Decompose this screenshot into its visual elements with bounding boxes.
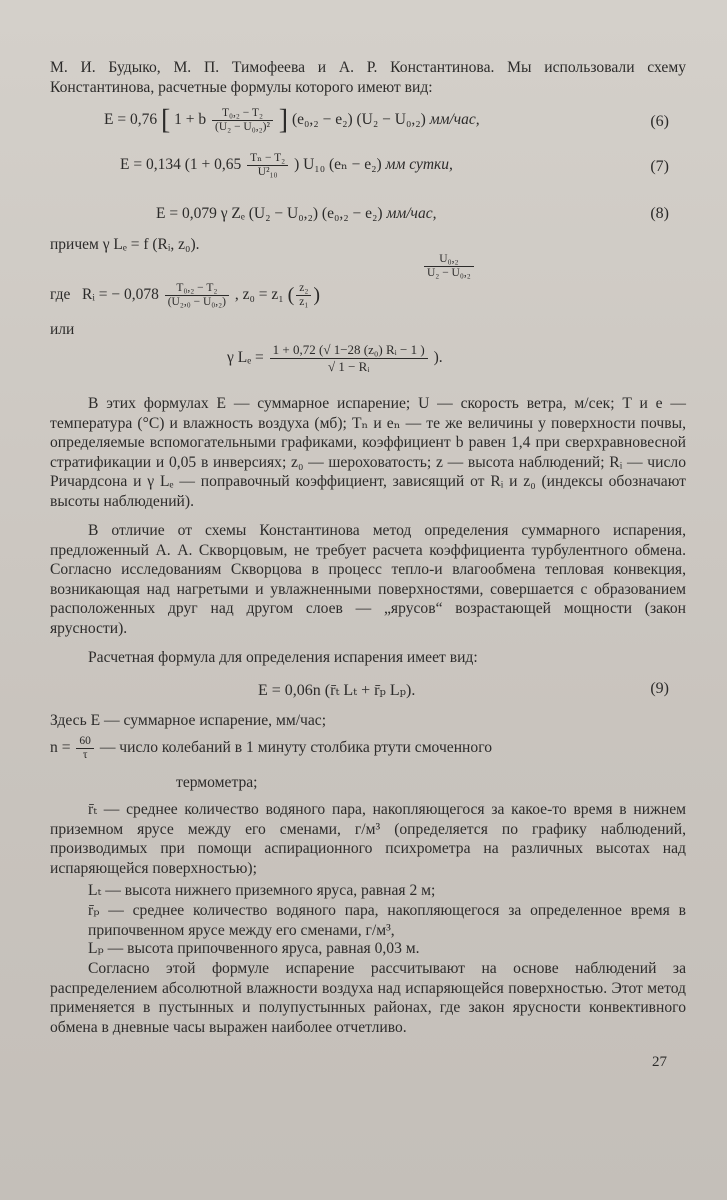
eq9-number: (9): [650, 680, 669, 697]
eq6-rest: (e₀,₂ − e₂) (U₂ − U₀,₂): [291, 111, 426, 129]
eq6-number: (6): [650, 113, 669, 130]
equation-6: [104, 104, 480, 136]
eq6-unit: мм/час,: [429, 111, 480, 129]
eq7-left: E = 0,134: [120, 156, 181, 174]
paragraph-skvortsov: В отличие от схемы Константинова метод определения суммарного испарения, предложенный А. А. Скворцовым, не требует расчета коэффициента турбулентного обмена. Согласно исследованиям Скворцова в процесс тепло-и влагообмена тепловая конвекция, возникающая над нагретыми и увлажненными поверхностями, совершается с образованием расположенных друг над другом слоев — „ярусов“ возрастающей мощности (закон ярусности).: [50, 522, 686, 637]
eq8-unit: мм/час,: [386, 205, 437, 222]
ri-where-label: где: [50, 286, 71, 304]
or-label: или: [50, 321, 75, 338]
intro-paragraph: М. И. Будыко, М. П. Тимофеева и А. Р. Константинова. Мы использовали схему Константинова, расчетные формулы которого имеют вид:: [50, 59, 686, 96]
eq6-bracket-open: [: [160, 104, 171, 136]
gamma-formula: [227, 342, 443, 375]
paragraph-formula-intro: Расчетная формула для определения испарения имеет вид:: [88, 649, 478, 666]
z-ratio-fraction: [296, 282, 311, 309]
eq7-unit: мм сутки,: [385, 156, 453, 174]
rp-definition: r̄ₚ — среднее количество водяного пара, накопляющегося за определенное время в припочвенном ярусе между его сменами, г/м³,: [88, 902, 686, 939]
n-description: — число колебаний в 1 минуту столбика ртути смоченного: [99, 739, 493, 757]
eq7-denominator: U²₁₀: [257, 166, 278, 178]
ri-fraction: [165, 282, 229, 309]
exponent-fraction: [424, 253, 474, 280]
eq6-bracket-close: ]: [278, 104, 289, 136]
lp-definition: Lₚ — высота припочвенного яруса, равная 0,03 м.: [88, 940, 420, 957]
richardson-formula: где Rᵢ = − 0,078 $\frac{\text{T₀,₂ − T₂}}{\text{(U₂,₀ − U₀,₂)}}$ , z₀ = z₁ ( $\frac{\text{z₂}}{\text{z₁}}$ ): [50, 282, 321, 308]
eq7-number: (7): [650, 158, 669, 175]
exponent-denominator: U₂ − U₀,₂: [427, 267, 471, 279]
equation-7: [120, 152, 453, 179]
n-description-continued: термометра;: [176, 774, 258, 791]
n-fraction: [76, 735, 94, 762]
gamma-numerator: 1 + 0,72 (√ 1−28 (z₀) Rᵢ − 1 ): [270, 342, 428, 359]
here-line: Здесь E — суммарное испарение, мм/час;: [50, 712, 327, 729]
z0-exponent: [422, 253, 476, 280]
eq6-left: E = 0,76: [104, 111, 158, 129]
eq6-fraction: [212, 107, 273, 134]
where-line: причем γ Lₑ = f (Rᵢ, z₀).: [50, 236, 200, 253]
equation-8: [156, 205, 436, 223]
n-numerator: 60: [76, 735, 94, 749]
paragraph-definitions: В этих формулах E — суммарное испарение; U — скорость ветра, м/сек; T и e — температура (°C) и влажность воздуха (мб); Tₙ и eₙ — те же величины у поверхности почвы, определяемые вспомогательными графиками, коэффициент b равен 1,4 при сверхравновесной стратификации и 0,05 в инверсиях; z₀ — шероховатость; z — высота наблюдений; Rᵢ — число Ричардсона и γ Lₑ — поправочный коэффициент, зависящий от Rᵢ и z₀ (индексы обозначают высоты наблюдений).: [50, 395, 686, 510]
z-ratio-denominator: z₁: [299, 296, 309, 308]
gamma-lhs: γ Lₑ =: [227, 349, 264, 367]
eq7-numerator: Tₙ − T₂: [247, 152, 288, 166]
eq7-fraction: [247, 152, 288, 179]
eq8-body: E = 0,079 γ Zₑ (U₂ − U₀,₂) (e₀,₂ − e₂): [156, 205, 383, 222]
exponent-numerator: U₀,₂: [424, 253, 474, 267]
z-ratio-numerator: z₂: [296, 282, 311, 296]
page-number: 27: [652, 1054, 667, 1070]
n-lhs: n =: [50, 739, 71, 757]
rt-definition: r̄ₜ — среднее количество водяного пара, накопляющегося за какое-то время в нижнем приземном ярусе между его сменами, г/м³ (определяется по графику наблюдений, производимых при помощи аспирационного психрометра на различных высотах над испаряющейся поверхностью);: [50, 801, 686, 877]
n-denominator: τ: [82, 749, 88, 761]
equation-9: E = 0,06n (r̄ₜ Lₜ + r̄ₚ Lₚ).: [258, 682, 416, 699]
ri-denominator: (U₂,₀ − U₀,₂): [167, 296, 227, 308]
paragraph-conclusion: Согласно этой формуле испарение рассчитывают на основе наблюдений за распределением абсолютной влажности воздуха над испаряющейся поверхностью. Этот метод применяется в пустынных и полупустынных районах, где закон ярусности конвективного обмена в дневные часы выражен наиболее отчетливо.: [50, 960, 686, 1036]
eq6-numerator: T₀,₂ − T₂: [212, 107, 273, 121]
ri-numerator: T₀,₂ − T₂: [165, 282, 229, 296]
lt-definition: Lₜ — высота нижнего приземного яруса, равная 2 м;: [88, 882, 436, 899]
eq6-denominator: (U₂ − U₀,₂)²: [215, 121, 270, 133]
eq7-one-plus: (1 + 0,65: [184, 156, 242, 174]
n-definition: [50, 735, 492, 762]
eq7-rest: ) U₁₀ (eₙ − e₂): [294, 156, 382, 174]
z0-lhs: , z₀ = z₁: [234, 286, 284, 304]
gamma-fraction: [270, 342, 428, 375]
gamma-tail: ).: [433, 349, 443, 367]
ri-lhs: Rᵢ = − 0,078: [81, 286, 159, 304]
eq8-number: (8): [650, 205, 669, 222]
gamma-denominator: √ 1 − Rᵢ: [327, 359, 370, 374]
eq6-one-plus: 1 + b: [174, 111, 207, 129]
